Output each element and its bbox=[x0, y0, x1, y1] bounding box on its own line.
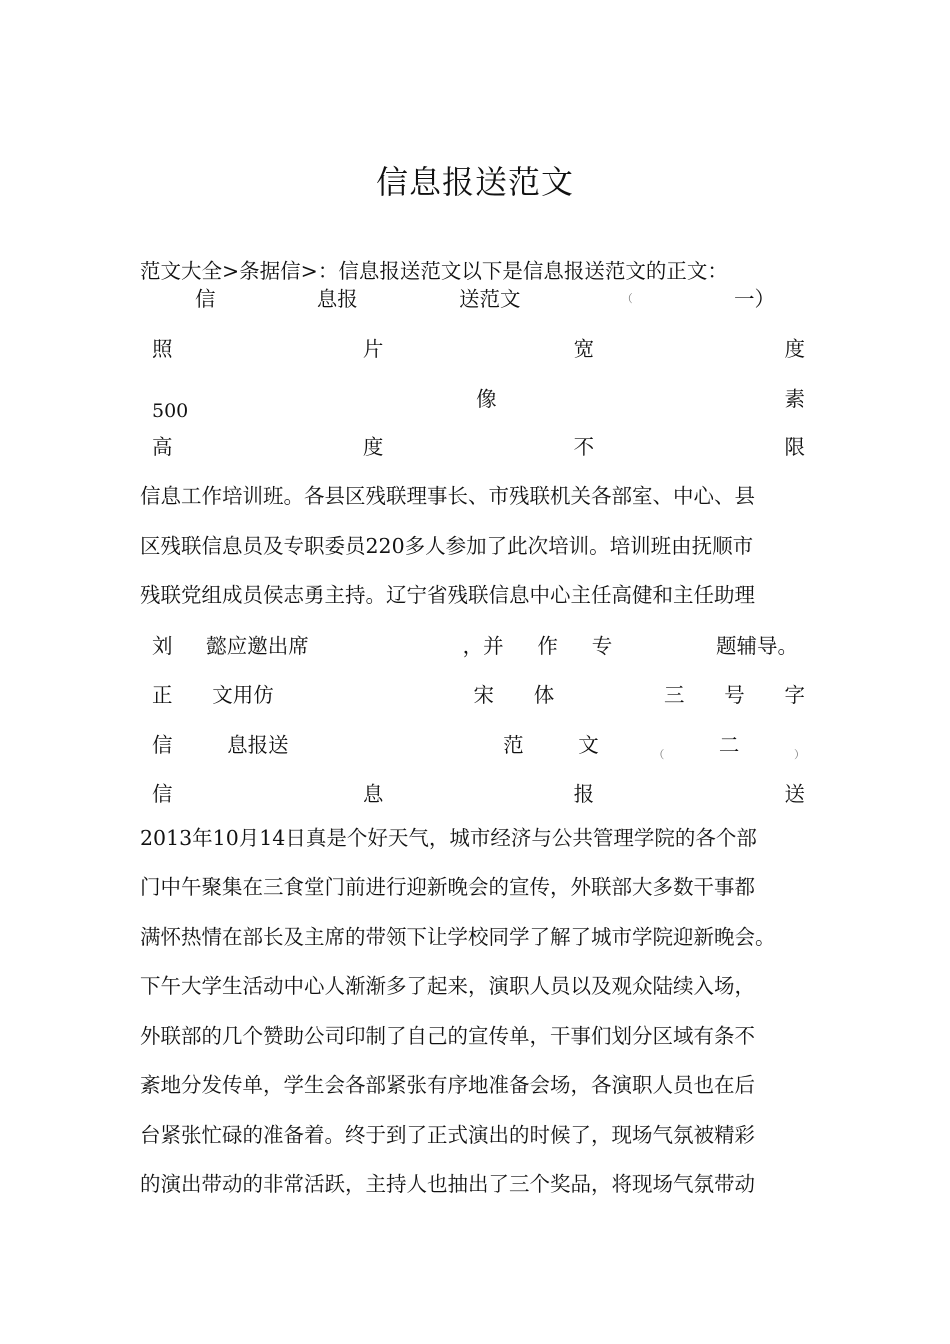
paragraph-line: 紊地分发传单，学生会各部紧张有序地准备会场，各演职人员也在后 bbox=[140, 1073, 755, 1097]
spread-char: 500 bbox=[152, 400, 189, 422]
spread-row-5 bbox=[152, 631, 798, 661]
intro-line: 范文大全>条据信>：信息报送范文以下是信息报送范文的正文： bbox=[140, 259, 728, 283]
spread-char: 素 bbox=[784, 387, 805, 411]
spread-char: （ bbox=[653, 748, 665, 761]
spread-row-4 bbox=[152, 432, 805, 462]
document-title: 信息报送范文 bbox=[375, 163, 574, 201]
spread-char: 息 bbox=[362, 782, 384, 806]
spread-char: 题辅导。 bbox=[715, 634, 798, 658]
paragraph-line: 台紧张忙碌的准备着。终于到了正式演出的时候了，现场气氛被精彩 bbox=[140, 1123, 755, 1147]
spread-char: ） bbox=[793, 748, 805, 761]
heading-row-7 bbox=[152, 730, 805, 770]
spread-char: 作 bbox=[537, 634, 558, 658]
spread-row-8 bbox=[152, 779, 805, 809]
spread-row-2 bbox=[152, 334, 805, 364]
spread-char: 专 bbox=[591, 634, 613, 658]
spread-char: 度 bbox=[784, 337, 805, 361]
paragraph-line: 信息工作培训班。各县区残联理事长、市残联机关各部室、中心、县 bbox=[140, 484, 755, 508]
spread-char: 字 bbox=[784, 683, 805, 707]
spread-char: 高 bbox=[152, 435, 173, 459]
spread-char: 懿应邀出席 bbox=[206, 634, 309, 658]
paragraph-line: 的演出带动的非常活跃，主持人也抽出了三个奖品，将现场气氛带动 bbox=[140, 1172, 755, 1196]
spread-row-3 bbox=[152, 384, 805, 426]
spread-char: 送 bbox=[784, 782, 805, 806]
spread-char: 信 bbox=[152, 733, 173, 757]
spread-char: 正 bbox=[152, 683, 173, 707]
paragraph-line: 外联部的几个赞助公司印制了自己的宣传单，干事们划分区域有条不 bbox=[140, 1024, 755, 1048]
paragraph-line: 下午大学生活动中心人渐渐多了起来，演职人员以及观众陆续入场， bbox=[140, 974, 755, 998]
spread-char: 片 bbox=[362, 337, 384, 361]
spread-char: 宽 bbox=[573, 337, 595, 361]
paragraph-line: 残联党组成员侯志勇主持。辽宁省残联信息中心主任高健和主任助理 bbox=[140, 583, 755, 607]
spread-char: 限 bbox=[784, 435, 805, 459]
spread-char: 报 bbox=[573, 782, 595, 806]
spread-char: 信 bbox=[195, 287, 216, 311]
spread-char: 一） bbox=[734, 287, 775, 311]
spread-char: 号 bbox=[724, 683, 745, 707]
spread-char: 照 bbox=[152, 337, 173, 361]
spread-char: 二 bbox=[718, 733, 740, 757]
spread-char: 像 bbox=[476, 387, 497, 411]
spread-row-6 bbox=[152, 680, 805, 710]
spread-char: 不 bbox=[573, 435, 595, 459]
spread-char: 范 bbox=[503, 733, 524, 757]
spread-char: 三 bbox=[664, 683, 685, 707]
spread-char: 息报送 bbox=[227, 733, 289, 757]
spread-char: 度 bbox=[362, 435, 384, 459]
spread-char: 刘 bbox=[152, 634, 173, 658]
spread-char: 体 bbox=[533, 683, 555, 707]
spread-char: 信 bbox=[152, 782, 173, 806]
spread-char: 息报 bbox=[316, 287, 358, 311]
spread-char: 文用仿 bbox=[212, 683, 274, 707]
spread-char: （ bbox=[621, 292, 633, 305]
heading-row-1 bbox=[195, 284, 775, 314]
spread-char: ，并 bbox=[462, 634, 504, 658]
spread-char: 文 bbox=[578, 733, 599, 757]
paragraph-line: 2013年10月14日真是个好天气，城市经济与公共管理学院的各个部 bbox=[140, 826, 757, 850]
paragraph-line: 门中午聚集在三食堂门前进行迎新晚会的宣传，外联部大多数干事都 bbox=[140, 875, 755, 899]
spread-char: 送范文 bbox=[459, 287, 521, 311]
paragraph-line: 区残联信息员及专职委员220多人参加了此次培训。培训班由抚顺市 bbox=[140, 534, 754, 558]
paragraph-line: 满怀热情在部长及主席的带领下让学校同学了解了城市学院迎新晚会。 bbox=[140, 925, 776, 949]
spread-char: 宋 bbox=[473, 683, 494, 707]
